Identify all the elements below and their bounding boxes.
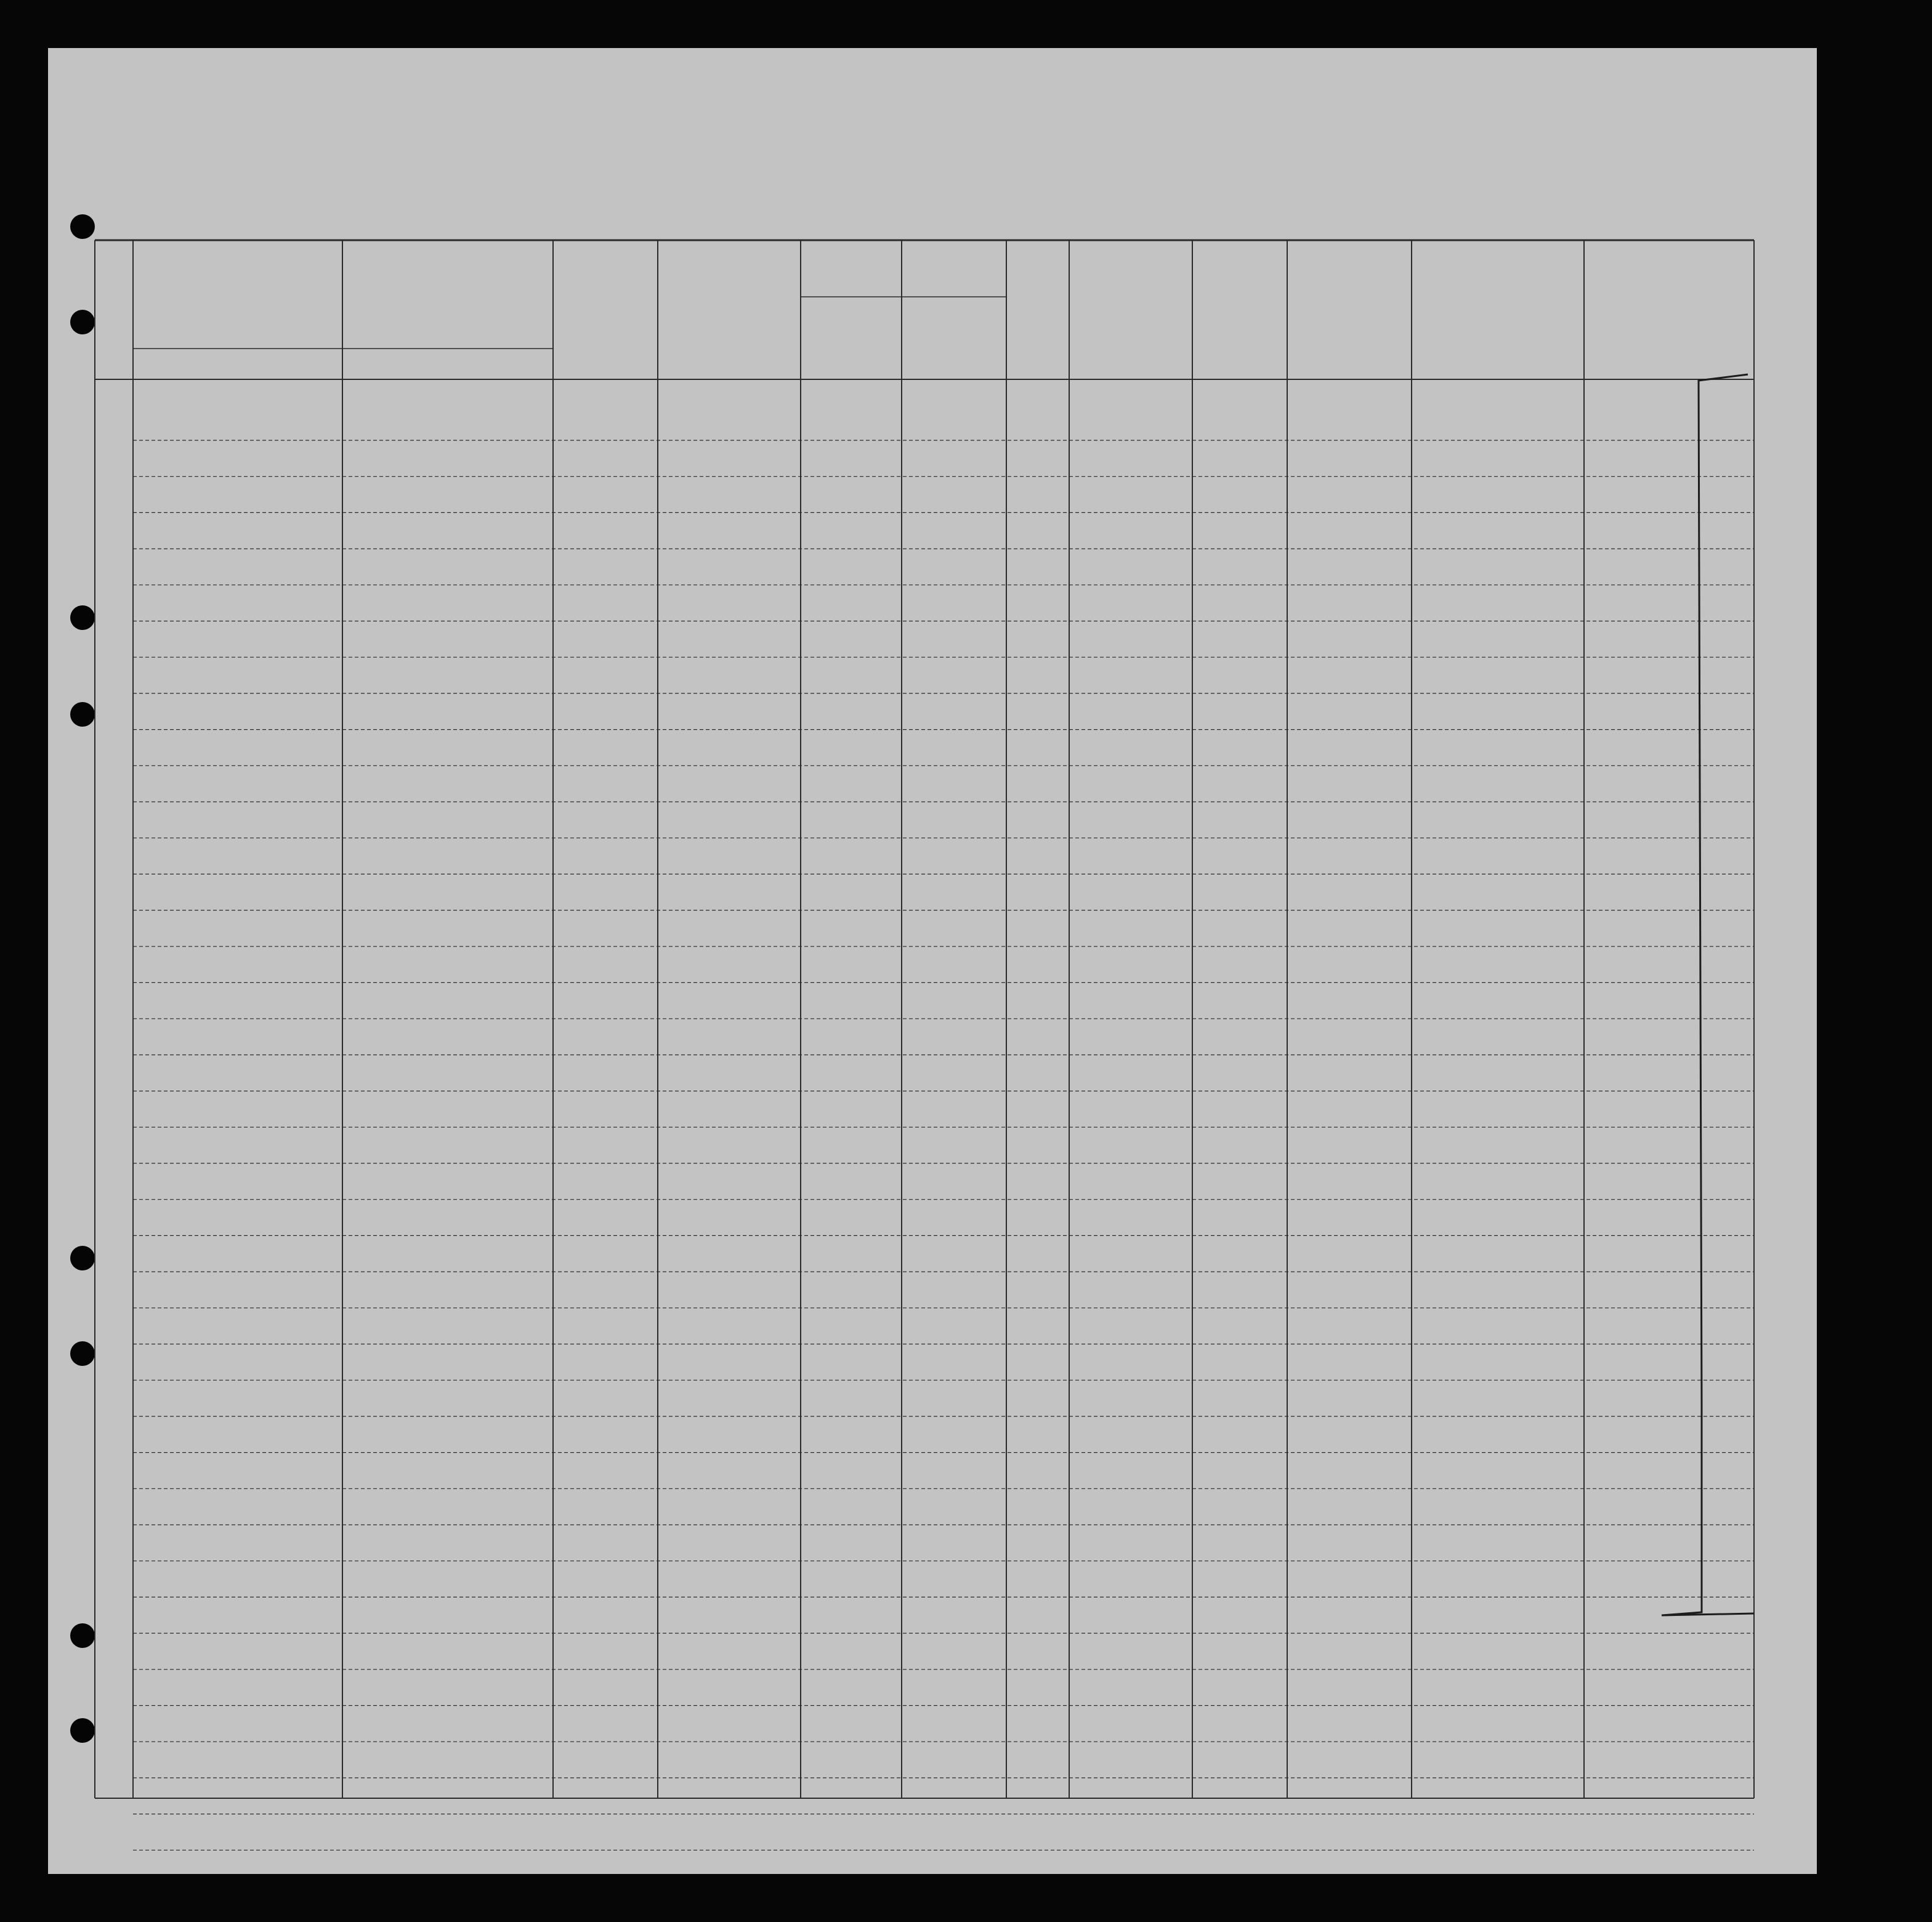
officer-bracket-line: [1625, 356, 1785, 1680]
table-grid: [48, 48, 1817, 1874]
manifest-sheet: [48, 48, 1817, 1874]
